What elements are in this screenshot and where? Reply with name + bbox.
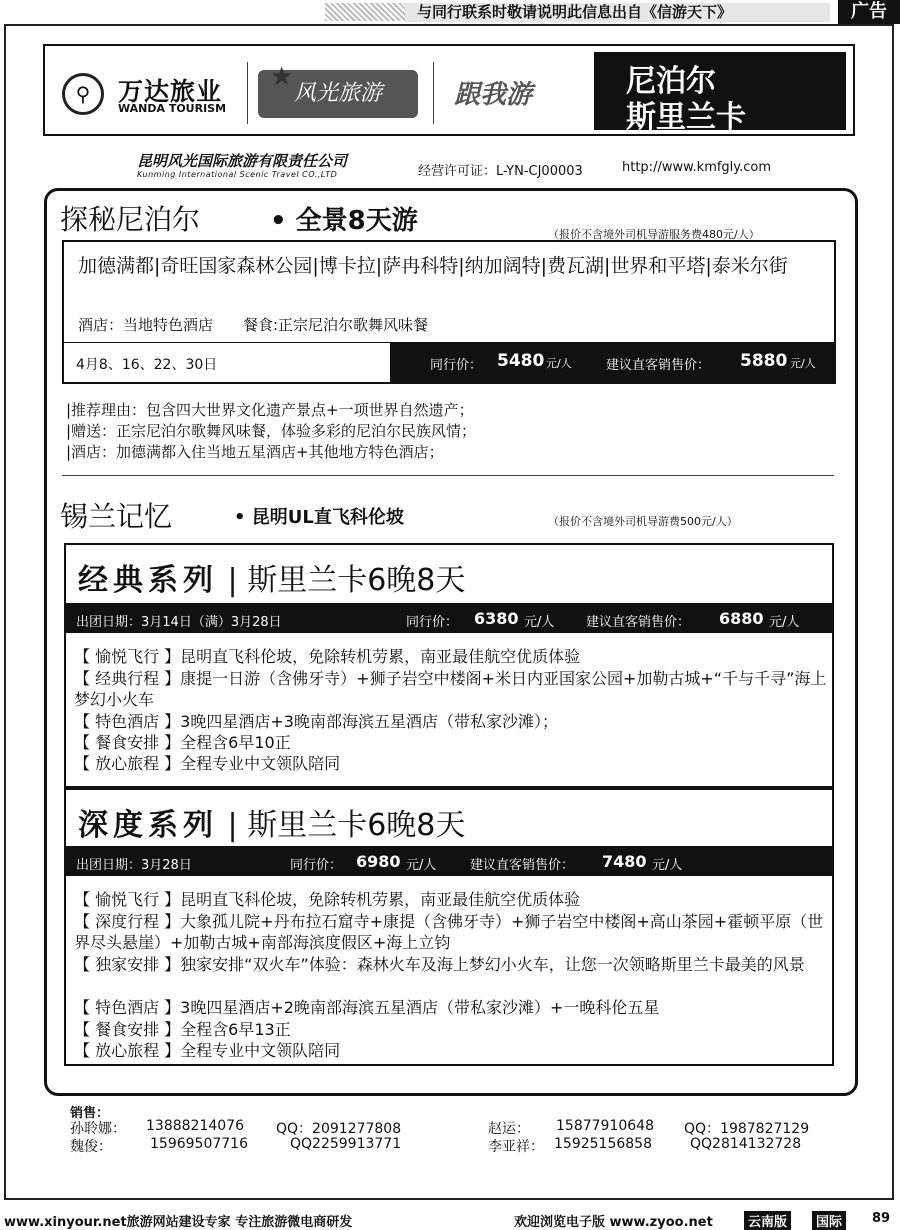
separator: |	[227, 808, 238, 843]
nepal-dates: 4月8、16、22、30日	[76, 357, 218, 373]
retail-price-label: 建议直客销售价：	[606, 358, 711, 373]
list-item: 【 放心旅程 】全程专业中文领队陪同	[74, 1041, 341, 1060]
contact-qq: QQ：1987827129	[684, 1121, 810, 1137]
section-divider	[62, 475, 834, 476]
retail-price-unit: 元/人	[652, 858, 683, 873]
series-label: 经典系列	[78, 563, 218, 598]
classic-series-title	[78, 555, 465, 599]
footer-mid: 欢迎浏览电子版 www.zyoo.net	[514, 1215, 713, 1230]
license: 经营许可证：L-YN-CJ00003	[418, 164, 583, 179]
deep-series-header	[64, 788, 834, 848]
top-bar	[0, 0, 900, 24]
fengguang-logo: 风光旅游	[258, 70, 418, 118]
nepal-subtitle: • 全景8天游	[270, 206, 418, 236]
destination-box	[594, 52, 846, 135]
contact-phone: 15925156858	[554, 1136, 652, 1152]
section-tag: 国际	[812, 1211, 846, 1230]
nepal-hotel: 酒店：当地特色酒店 餐食:正宗尼泊尔歌舞风味餐	[78, 316, 429, 334]
contact-name: 魏俊：	[70, 1139, 112, 1155]
retail-price: 7480	[602, 852, 647, 871]
nepal-tip: |推荐理由：包含四大世界文化遗产景点+一项世界自然遗产；	[66, 401, 474, 419]
contact-phone: 13888214076	[146, 1118, 244, 1134]
series-name: 斯里兰卡6晚8天	[247, 808, 466, 843]
nepal-tip: |酒店：加德满都入住当地五星酒店+其他地方特色酒店；	[66, 443, 444, 461]
page-number: 89	[872, 1211, 891, 1226]
list-item: 【 餐食安排 】全程含6早10正	[74, 733, 291, 752]
list-item: 【 经典行程 】康提一日游（含佛牙寺）+狮子岩空中楼阁+米日内亚国家公园+加勒古城+“千与千寻”海上梦幻小火车	[74, 669, 827, 709]
ad-tag: 广告	[838, 0, 900, 24]
deep-items	[64, 876, 834, 1066]
contact-qq: QQ2259913771	[290, 1136, 402, 1152]
series-label: 深度系列	[78, 808, 218, 843]
list-item: 【 特色酒店 】3晚四星酒店+3晚南部海滨五星酒店（带私家沙滩）；	[74, 712, 558, 731]
destination-line-1: 尼泊尔	[626, 64, 716, 99]
list-item: 【 餐食安排 】全程含6早13正	[74, 1020, 291, 1039]
srilanka-title: 锡兰记忆	[60, 500, 173, 533]
peer-price-label: 同行价：	[406, 615, 459, 630]
peer-price-label: 同行价：	[430, 358, 483, 373]
nepal-price-bar	[390, 342, 836, 384]
wanda-logo-icon: ⚲	[62, 73, 104, 115]
dot-pattern	[325, 3, 405, 21]
list-item: 【 独家安排 】独家安排“双火车”体验：森林火车及海上梦幻小火车，让您一次领略斯里兰卡最美的风景	[74, 955, 805, 974]
destination-line-2: 斯里兰卡	[626, 100, 746, 135]
peer-price-unit: 元/人	[406, 858, 437, 873]
edition-tag: 云南版	[744, 1211, 791, 1230]
nepal-title: 探秘尼泊尔	[60, 203, 201, 236]
departure-dates: 出团日期：3月28日	[76, 858, 192, 873]
contact-phone: 15877910648	[556, 1118, 654, 1134]
company-name: 昆明风光国际旅游有限责任公司	[137, 152, 348, 170]
nepal-tip: |赠送：正宗尼泊尔歌舞风味餐，体验多彩的尼泊尔民族风情；	[66, 422, 477, 440]
list-item: 【 特色酒店 】3晚四星酒店+2晚南部海滨五星酒店（带私家沙滩）+一晚科伦五星	[74, 998, 660, 1017]
deep-series-title	[78, 800, 465, 844]
list-item: 【 深度行程 】大象孤儿院+丹布拉石窟寺+康提（含佛牙寺）+狮子岩空中楼阁+高山茶园+霍顿平原（世界尽头悬崖）+加勒古城+南部海滨度假区+海上立钧	[74, 912, 824, 952]
top-notice: 与同行联系时敬请说明此信息出自《信游天下》	[405, 3, 830, 22]
separator: |	[227, 563, 238, 598]
retail-price-label: 建议直客销售价：	[586, 615, 691, 630]
footer-left: www.xinyour.net旅游网站建设专家 专注旅游微电商研发	[4, 1215, 353, 1230]
series-name: 斯里兰卡6晚8天	[247, 563, 466, 598]
nepal-route: 加德满都|奇旺国家森林公园|博卡拉|萨冉科特|纳加阔特|费瓦湖|世界和平塔|泰米尔街	[78, 255, 788, 277]
genwoyou-logo: 跟我游	[454, 80, 533, 110]
retail-price-unit: 元/人	[790, 357, 816, 370]
nepal-box	[62, 240, 836, 384]
list-item: 【 放心旅程 】全程专业中文领队陪同	[74, 754, 341, 773]
contact-qq: QQ2814132728	[690, 1136, 802, 1152]
company-name-en: Kunming International Scenic Travel CO.,LTD	[137, 170, 338, 179]
list-item: 【 愉悦飞行 】昆明直飞科伦坡，免除转机劳累，南亚最佳航空优质体验	[74, 890, 581, 909]
star-icon: ★	[270, 62, 294, 92]
footer	[0, 1208, 900, 1230]
sales-heading: 销售：	[70, 1106, 110, 1121]
contact-name: 赵运：	[488, 1121, 530, 1137]
retail-price: 6880	[719, 609, 764, 628]
peer-price-label: 同行价：	[290, 858, 343, 873]
peer-price: 5480	[497, 351, 545, 371]
classic-series-header	[64, 543, 834, 605]
contact-name: 孙聆娜：	[70, 1121, 126, 1137]
peer-price: 6980	[356, 852, 401, 871]
divider	[433, 62, 434, 124]
peer-price-unit: 元/人	[546, 357, 572, 370]
website-link[interactable]: http://www.kmfgly.com	[622, 160, 772, 175]
classic-items	[64, 633, 834, 788]
contact-phone: 15969507716	[150, 1136, 248, 1152]
peer-price-unit: 元/人	[524, 615, 555, 630]
departure-dates: 出团日期：3月14日（满）3月28日	[76, 615, 282, 630]
srilanka-subtitle: • 昆明UL直飞科伦坡	[234, 507, 404, 528]
wanda-name: 万达旅业	[118, 77, 223, 106]
list-item: 【 愉悦飞行 】昆明直飞科伦坡，免除转机劳累，南亚最佳航空优质体验	[74, 647, 581, 666]
peer-price: 6380	[474, 609, 519, 628]
srilanka-price-note: （报价不含境外司机导游费500元/人）	[548, 515, 738, 528]
nepal-price-note: （报价不含境外司机导游服务费480元/人）	[548, 228, 760, 241]
wanda-name-en: WANDA TOURISM	[118, 102, 227, 115]
contact-name: 李亚祥：	[488, 1139, 544, 1155]
retail-price-unit: 元/人	[769, 615, 800, 630]
classic-price-bar	[64, 605, 834, 633]
divider	[247, 62, 248, 124]
retail-price: 5880	[740, 351, 788, 371]
retail-price-label: 建议直客销售价：	[470, 858, 575, 873]
contact-qq: QQ：2091277808	[276, 1121, 402, 1137]
deep-price-bar	[64, 848, 834, 876]
